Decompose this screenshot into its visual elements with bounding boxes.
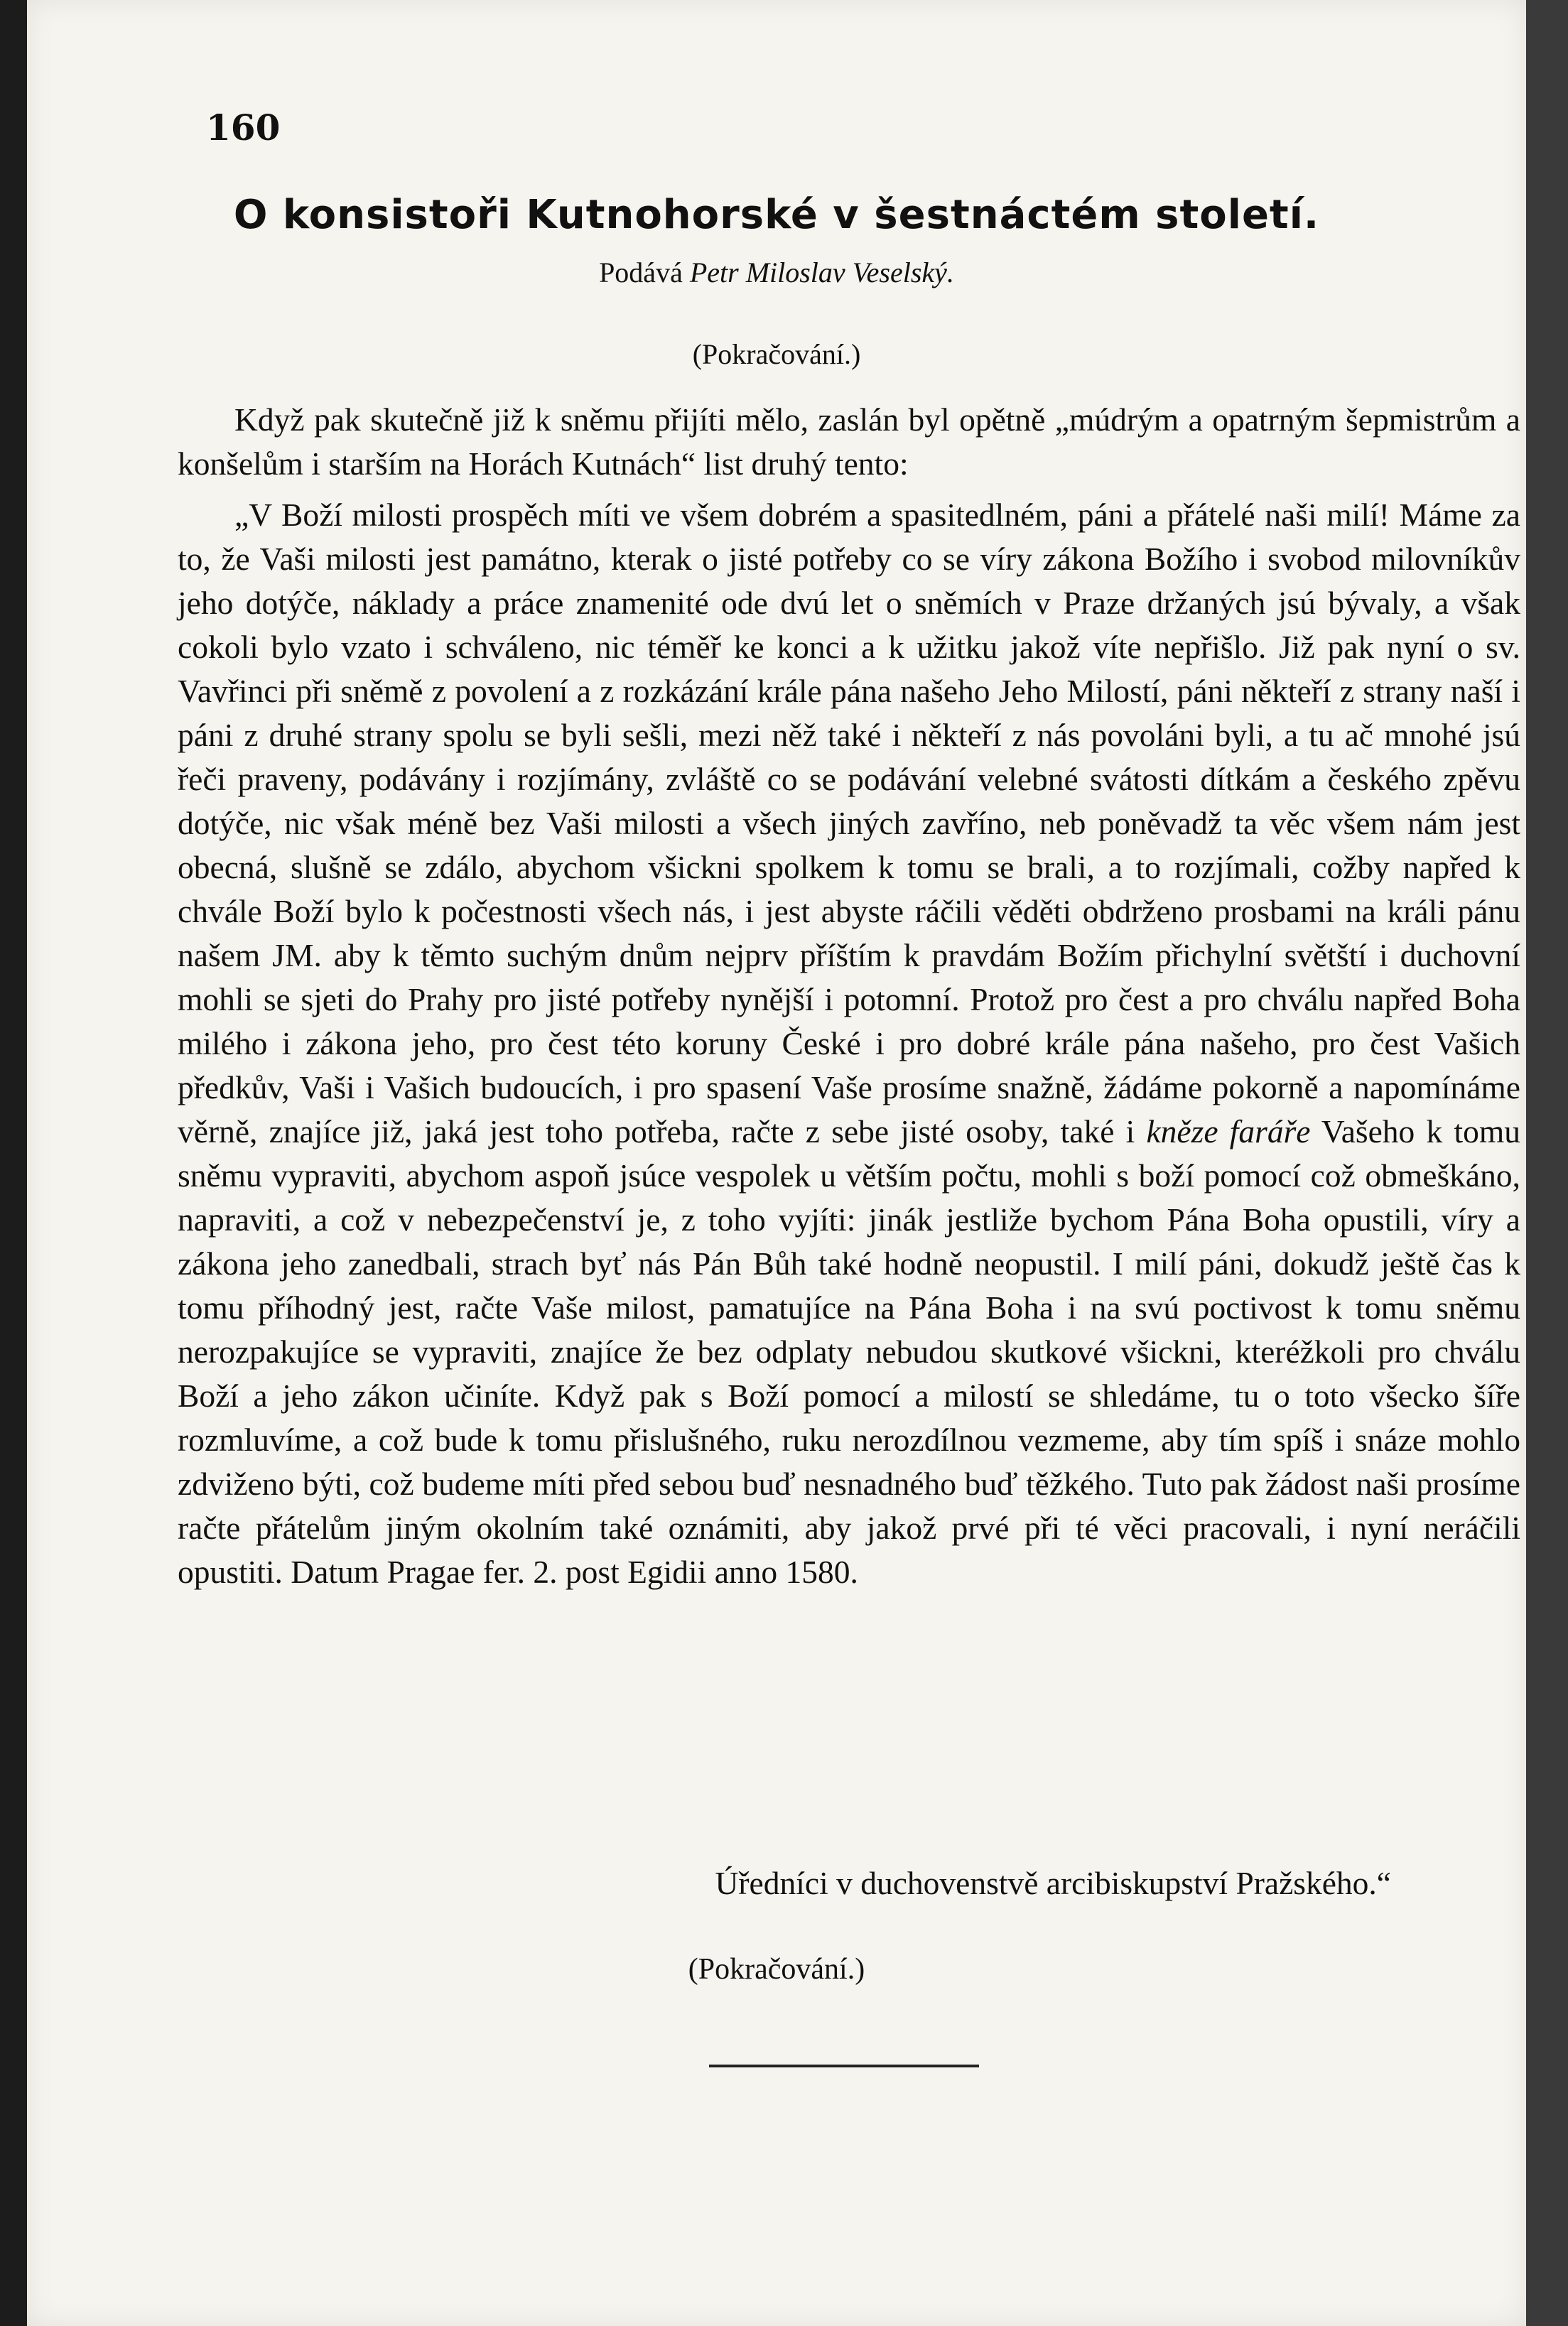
letter-text-part-1: „V Boží milosti prospěch míti ve všem dobrém a spasitedlném, páni a přátelé naši milí! Máme za to, že Vaši milosti jest památno, kterak o jisté potřeby co se víry zákona Božího i svobod milovníkův jeho dotýče, náklady a práce znamenité ode dvú let o sněmích v Praze držaných jsú bývaly, a však cokoli bylo vzato i schváleno, nic téměř ke konci a k užitku jakož víte nepřišlo. Již pak nyní o sv. Vavřinci při sněmě z povolení a z rozkázání krále pána našeho Jeho Milostí, páni někteří z strany naší i páni z druhé strany spolu se byli sešli, mezi něž také i někteří z nás povoláni byli, a tu ač mnohé jsú řeči praveny, podávány i rozjímány, zvláště co se podávání velebné svátosti dítkám a českého zpěvu dotýče, nic však méně bez Vaši milosti a všech jiných zavříno, neb poněvadž ta věc všem nám jest obecná, slušně se zdálo, abychom všickni spolkem k tomu se brali, a to rozjímali, cožby napřed k chvále Boží bylo k počestnosti všech nás, i jest abyste ráčili věděti obdrženo prosbami na králi pánu našem JM. aby k těmto suchým dnům nejprv příštím k pravdám Božím přichylní světští i duchovní mohli se sjeti do Prahy pro jisté potřeby nynější i potomní. Protož pro čest a pro chválu napřed Boha milého i zákona jeho, pro čest této koruny České i pro dobré krále pána našeho, pro čest Vašich předkův, Vaši i Vašich budoucích, i pro spasení Vaše prosíme snažně, žádáme pokorně a napomínáme věrně, znajíce již, jaká jest toho potřeba, račte z sebe jisté osoby, také i bbox=[178, 497, 1520, 1150]
book-page bbox=[27, 0, 1526, 2326]
byline bbox=[27, 256, 1526, 289]
page-number: 160 bbox=[206, 107, 281, 148]
paragraph-intro: Když pak skutečně již k sněmu přijíti mělo, zaslán byl opětně „múdrým a opatrným šepmistrům a konšelům i starším na Horách Kutnách“ list druhý tento: bbox=[178, 401, 1520, 482]
scan-right-edge bbox=[1526, 0, 1568, 2326]
paragraph-letter bbox=[178, 493, 1520, 1594]
byline-author: Petr Miloslav Veselský. bbox=[689, 256, 954, 288]
article-title: O konsistoři Kutnohorské v šestnáctém století. bbox=[233, 192, 1320, 238]
italic-phrase: kněze faráře bbox=[1146, 1113, 1311, 1150]
byline-prefix: Podává bbox=[599, 256, 683, 288]
letter-text-part-2: Vašeho k tomu sněmu vypraviti, abychom aspoň jsúce vespolek u větším počtu, mohli s boží pomocí což obmeškáno, napraviti, a což v nebezpečenství je, z toho vyjíti: jinák jestliže bychom Pána Boha opustili, víry a zákona jeho zanedbali, strach byť nás Pán Bůh také hodně neopustil. I milí páni, dokudž ještě čas k tomu příhodný jest, račte Vaše milost, pamatujíce na Pána Boha i na svú poctivost k tomu sněmu nerozpakujíce se vypraviti, znajíce že bez odplaty nebudou skutkové všickni, kteréžkoli pro chválu Boží a jeho zákon učiníte. Když pak s Boží pomocí a milostí se shledáme, tu o toto všecko šíře rozmluvíme, a což bude k tomu přislušného, ruku nerozdílnou vezmeme, aby tím spíš i snáze mohlo zdviženo býti, což budeme míti před sebou buď nesnadného buď těžkého. Tuto pak žádost naši prosíme račte přátelům jiným okolním také oznámiti, aby jakož prvé při té věci pracovali, i nyní neráčili opustiti. Datum Pragae fer. 2. post Egidii anno 1580. bbox=[178, 1113, 1521, 1590]
continuation-notice-top: (Pokračování.) bbox=[692, 338, 861, 370]
letter-signature: Úředníci v duchovenstvě arcibiskupství Pražského.“ bbox=[715, 1865, 1391, 1901]
article-body bbox=[178, 398, 1520, 1594]
continuation-notice-bottom: (Pokračování.) bbox=[688, 1953, 865, 1986]
footer-rule bbox=[709, 2065, 979, 2067]
